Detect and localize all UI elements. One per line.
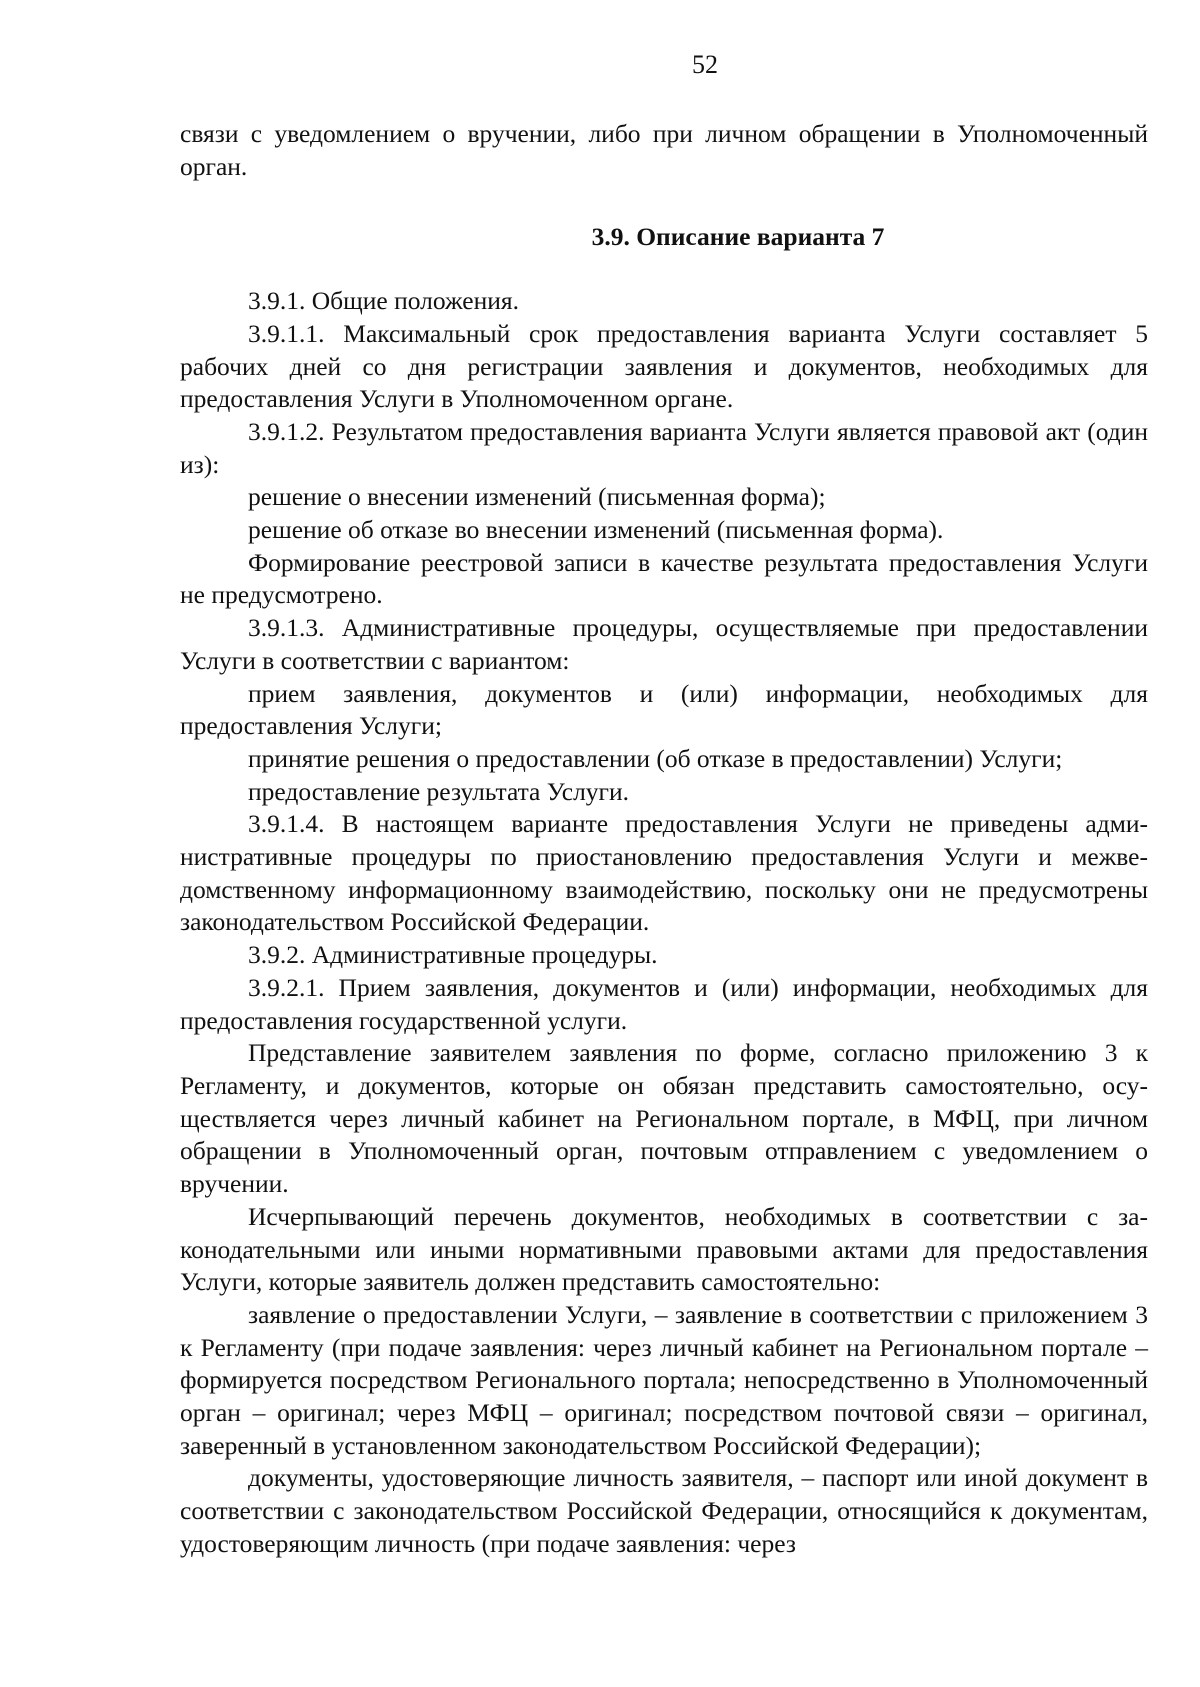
paragraph-3-9-1-1: 3.9.1.1. Максимальный срок предоставления варианта Услуги составляет 5 рабочих дней со дня регистрации заявления и документов, необходимых для предоставления Услуги в Уполномоченном органе.: [180, 318, 1148, 414]
paragraph-3-9-1-4: 3.9.1.4. В настоящем варианте предоставления Услуги не приведены административные процедуры по приостановлению предоставления Услуги и межведомственному информационному взаимодействию, поскольку они не предусмотрены законодательством Российской Федерации.: [180, 809, 1148, 937]
paragraph-submission: Представление заявителем заявления по форме, согласно приложению 3 к Регламенту, и документов, которые он обязан представить самостоятельно, осуществляется через личный кабинет на Региональном портале, в МФЦ, при личном обращении в Уполномоченный орган, почтовым отправлением с уведомлением о вручении.: [180, 1038, 1148, 1199]
list-item-decision: принятие решения о предоставлении (об отказе в предоставлении) Услуги;: [248, 743, 1063, 773]
list-item-identity-documents: документы, удостоверяющие личность заявителя, – паспорт или иной документ в соответствии с законодательством Российской Федерации, относящийся к документам, удостоверяющим личность (при подаче заявления: через: [180, 1463, 1148, 1558]
section-heading: 3.9. Описание варианта 7: [591, 222, 885, 252]
document-body: [180, 118, 1148, 1561]
paragraph-registry-record: Формирование реестровой записи в качестве результата предоставления Услуги не предусмотрено.: [180, 547, 1148, 610]
paragraph-3-9-2: 3.9.2. Административные процедуры.: [248, 940, 658, 970]
paragraph-continuation: связи с уведомлением о вручении, либо при личном обращении в Уполномоченный орган.: [180, 119, 1148, 181]
list-item-decision-change: решение о внесении изменений (письменная форма);: [248, 482, 826, 512]
paragraph-3-9-2-1: 3.9.2.1. Прием заявления, документов и (или) информации, необходимых для предоставления государственной услуги.: [180, 972, 1148, 1035]
list-item-reception: прием заявления, документов и (или) информации, необходимых для предоставления Услуги;: [180, 678, 1148, 741]
page-number: 52: [692, 50, 718, 79]
paragraph-3-9-1-2: 3.9.1.2. Результатом предоставления варианта Услуги является правовой акт (один из):: [180, 416, 1148, 479]
list-item-application: заявление о предоставлении Услуги, – заявление в соответствии с приложением 3 к Регламенту (при подаче заявления: через личный кабинет на Региональном портале – формируется посредством Регионального портала; непосредственно в Уполномоченный орган – оригинал; через МФЦ – оригинал; посредством почтовой связи – оригинал, заверенный в установленном законодательством Российской Федерации);: [180, 1299, 1148, 1460]
list-item-result: предоставление результата Услуги.: [248, 776, 630, 806]
paragraph-3-9-1: 3.9.1. Общие положения.: [248, 286, 520, 316]
paragraph-document-list: Исчерпывающий перечень документов, необходимых в соответствии с законодательными или иными нормативными правовыми актами для предоставления Услуги, которые заявитель должен представить самостоятельно:: [180, 1201, 1148, 1297]
paragraph-3-9-1-3: 3.9.1.3. Административные процедуры, осуществляемые при предоставлении Услуги в соответствии с вариантом:: [180, 613, 1148, 675]
list-item-decision-refusal: решение об отказе во внесении изменений (письменная форма).: [248, 515, 944, 545]
